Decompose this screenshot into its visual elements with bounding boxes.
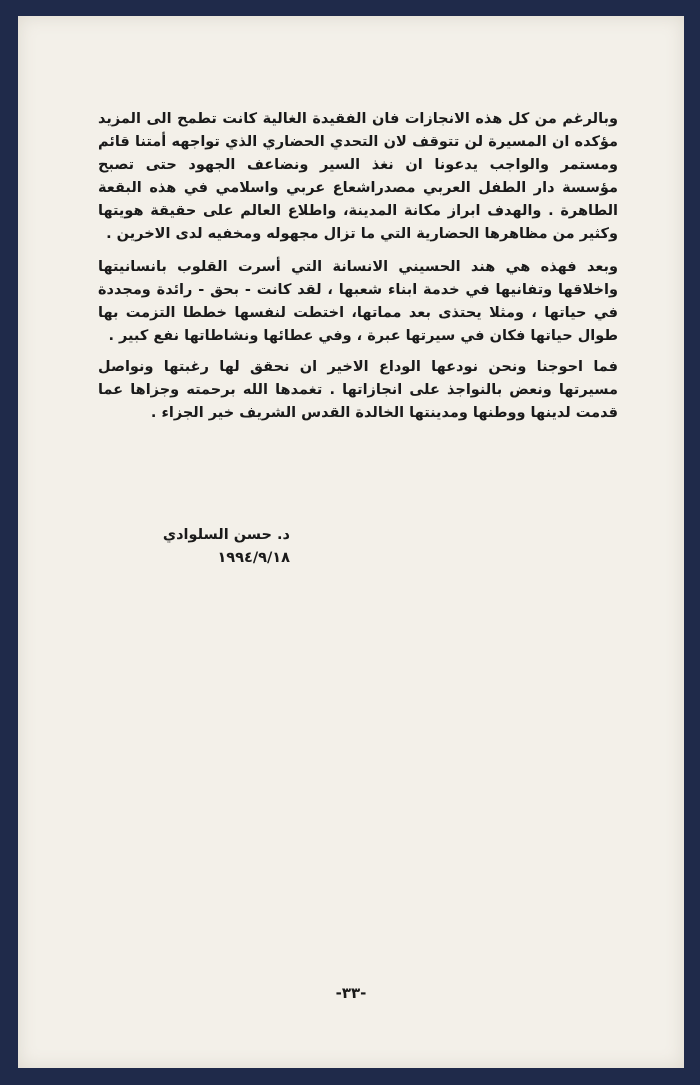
paragraph-achievements: وبالرغم من كل هذه الانجازات فان الفقيدة الغالية كانت تطمح الى المزيد مؤكده ان المسيرة لن تتوقف لان التحدي الحضاري الذي تواجهه أمتنا قائم ومستمر والواجب يدعونا ان نغذ السير ونضاعف الجهود حتى تصبح مؤسسة دار الطفل العربي مصدراشعاع عربي واسلامي في هذه البقعة الطاهرة . والهدف ابراز مكانة المدينة، واطلاع العالم على حقيقة هويتها وكثير من مظاهرها الحضارية التي ما تزال مجهوله ومخفيه لدى الاخرين .: [98, 111, 618, 242]
signature-name: د. حسن السلوادي: [162, 527, 290, 543]
signature-date: ١٩٩٤/٩/١٨: [217, 550, 290, 566]
paragraph-hind-husseini: وبعد فهذه هي هند الحسيني الانسانة التي أسرت القلوب بانسانيتها واخلاقها وتفانيها في خدمة ابناء شعبها ، لقد كانت - بحق - رائدة ومجددة في حياتها ، ومثلا يحتذى بعد مماتها، اختطت لنفسها خططا التزمت بها طوال حياتها فكان في سيرتها عبرة ، وفي عطائها ونشاطاتها نفع كبير .: [98, 259, 618, 344]
page-number: -٣٣-: [335, 984, 367, 1002]
document-page: [18, 16, 684, 1068]
signature-block: [130, 524, 290, 570]
paragraph-farewell: فما احوجنا ونحن نودعها الوداع الاخير ان نحقق لها رغبتها ونواصل مسيرتها ونعض بالنواجذ على انجازاتها . تغمدها الله برحمته وجزاها عما قدمت لدينها ووطنها ومدينتها الخالدة القدس الشريف خير الجزاء .: [98, 359, 618, 421]
